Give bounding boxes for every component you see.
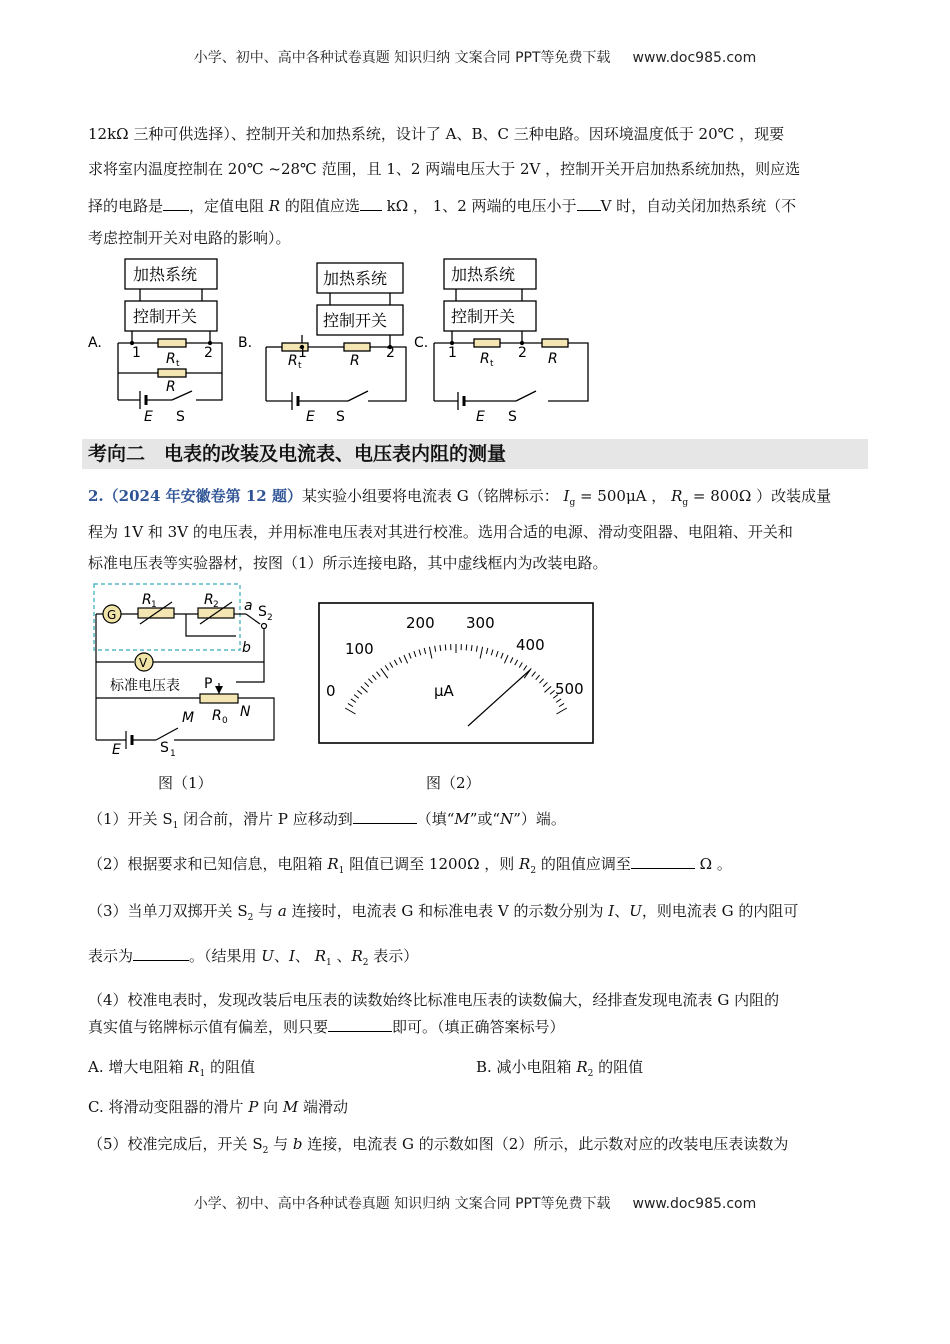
label-heating: 加热系统	[133, 265, 198, 284]
sub-question-3	[88, 901, 868, 928]
sub-question-1	[88, 809, 868, 836]
node-2: 2	[386, 345, 395, 361]
label-s: S	[508, 409, 517, 425]
option-c	[88, 1097, 868, 1117]
header-url[interactable]: www.doc985.com	[632, 50, 757, 66]
scale-tick	[466, 644, 467, 650]
text: ，则电流表 G 的内阻可	[641, 902, 799, 920]
label-b: b	[242, 640, 251, 656]
text: 连接时，电流表 G 和标准电表 V 的示数分别为	[286, 902, 609, 920]
text: 、	[273, 947, 289, 965]
figure-1-circuit	[86, 580, 286, 760]
label-rt-sub: t	[490, 359, 494, 369]
scale-tick	[445, 644, 446, 650]
var: U	[629, 902, 642, 920]
meter-frame	[319, 603, 593, 743]
var: N	[500, 810, 514, 828]
text: ”或“	[469, 810, 501, 828]
var: R	[314, 947, 326, 965]
text: 表示为	[88, 947, 134, 965]
symbol: S	[162, 810, 173, 828]
sub-question-2	[88, 854, 868, 881]
label-r: R	[350, 353, 360, 369]
label-e: E	[476, 409, 485, 425]
tick-label-200: 200	[406, 614, 435, 632]
label-e: E	[144, 409, 153, 425]
option-b	[476, 1057, 856, 1084]
subscript: 2	[587, 1069, 594, 1079]
label-s2: S	[258, 604, 267, 620]
figure-1-caption: 图（1）	[158, 774, 213, 792]
text: （3）当单刀双掷开关	[88, 902, 238, 920]
footer-text: 小学、初中、高中各种试卷真题 知识归纳 文案合同 PPT等免费下载	[193, 1196, 611, 1212]
q1-line1: 12kΩ 三种可供选择）、控制开关和加热系统，设计了 A、B、C 三种电路。因环境温度低于 20℃ ，现要	[88, 125, 785, 143]
q1-line4: 考虑控制开关对电路的影响）。	[88, 229, 291, 247]
tick-label-500: 500	[555, 680, 584, 698]
label-rt-sub: t	[298, 361, 302, 371]
label-s2-sub: 2	[267, 613, 273, 623]
subscript: 1	[172, 821, 179, 831]
var: R	[519, 855, 531, 873]
q2-var: I	[563, 487, 570, 505]
label-r: R	[166, 379, 176, 395]
var: R	[188, 1058, 200, 1076]
text: 、	[294, 947, 315, 965]
label-control: 控制开关	[133, 307, 198, 326]
var: b	[292, 1135, 303, 1153]
sub-question-3-cont	[88, 946, 868, 973]
option-b-label: B.	[238, 335, 253, 351]
var: a	[277, 902, 287, 920]
symbol: S	[237, 902, 248, 920]
q2-sub: g	[569, 498, 576, 508]
text: 阻值已调至 1200Ω ，则	[344, 855, 520, 873]
var: R	[351, 947, 363, 965]
var: I	[608, 902, 615, 920]
label-control: 控制开关	[451, 307, 516, 326]
meter-unit: μA	[434, 682, 454, 700]
label-s: S	[336, 409, 345, 425]
figure-2-caption: 图（2）	[426, 774, 481, 792]
text: 向	[258, 1098, 283, 1116]
var: M	[282, 1098, 299, 1116]
label-m: M	[182, 710, 195, 726]
text: 的阻值	[205, 1058, 255, 1076]
tick-label-300: 300	[466, 614, 495, 632]
node-1: 1	[132, 345, 141, 361]
text: Ω 。	[694, 855, 732, 873]
subscript: 2	[262, 1146, 269, 1156]
text: ”）端。	[513, 810, 566, 828]
option-c-label: C.	[414, 335, 429, 351]
q1-text: ，定值电阻	[189, 197, 269, 215]
label-r0: R	[212, 708, 222, 724]
text: 连接，电流表 G 的示数如图（2）所示，此示数对应的改装电压表读数为	[302, 1135, 789, 1153]
label-e: E	[306, 409, 315, 425]
text: 的阻值	[593, 1058, 644, 1076]
label-r: R	[548, 351, 558, 367]
circuit-options-figure	[80, 255, 620, 425]
q1-text: 择的电路是	[88, 197, 164, 215]
q1-line3	[88, 196, 868, 216]
tick-label-400: 400	[516, 636, 545, 654]
q1-text: 的阻值应选	[280, 197, 360, 215]
label-r0-sub: 0	[222, 716, 228, 726]
label-s1-sub: 1	[170, 749, 176, 759]
label-n: N	[240, 704, 251, 720]
tick-label-100: 100	[345, 640, 374, 658]
label-heating: 加热系统	[451, 265, 516, 284]
var: I	[288, 947, 295, 965]
label-rt: R	[166, 351, 176, 367]
text: （1）开关	[88, 810, 163, 828]
subscript: 2	[362, 958, 369, 968]
label-e: E	[112, 742, 121, 758]
figure-2-meter	[318, 602, 594, 744]
answer-blank[interactable]	[360, 196, 382, 211]
subscript: 1	[325, 958, 332, 968]
q1-text: V 时，自动关闭加热系统（不	[600, 197, 797, 215]
text: 的阻值应调至	[536, 855, 631, 873]
text: （2）根据要求和已知信息，电阻箱	[88, 855, 328, 873]
q2-text: 某实验小组要将电流表 G（铭牌标示：	[301, 487, 559, 505]
q2-text: = 500μA ，	[575, 487, 667, 505]
text: C. 将滑动变阻器的滑片	[88, 1098, 249, 1116]
label-r2-sub: 2	[213, 600, 219, 610]
text: 即可。（填正确答案标号）	[392, 1018, 565, 1036]
subscript: 1	[199, 1069, 206, 1079]
question-number: 2.（2024 年安徽卷第 12 题）	[88, 487, 302, 505]
label-rt: R	[480, 351, 490, 367]
label-standard-voltmeter: 标准电压表	[110, 678, 180, 694]
tick-label-0: 0	[326, 682, 336, 700]
text: 、	[331, 947, 352, 965]
text: 表示）	[368, 947, 419, 965]
answer-blank[interactable]	[328, 1017, 392, 1032]
q2-line3: 标准电压表等实验器材，按图（1）所示连接电路，其中虚线框内为改装电路。	[88, 554, 608, 572]
subscript: 2	[530, 866, 537, 876]
text: 与	[268, 1135, 293, 1153]
text: （填“	[416, 810, 455, 828]
option-a-label: A.	[88, 335, 102, 351]
q2-var: R	[671, 487, 683, 505]
q1-text: kΩ ， 1、2 两端的电压小于	[381, 197, 577, 215]
text: A. 增大电阻箱	[88, 1058, 189, 1076]
header-text: 小学、初中、高中各种试卷真题 知识归纳 文案合同 PPT等免费下载	[193, 50, 611, 66]
q2-line2: 程为 1V 和 3V 的电压表，并用标准电压表对其进行校准。选用合适的电源、滑动变阻器、电阻箱、开关和	[88, 523, 793, 541]
var: R	[327, 855, 339, 873]
label-r1: R	[142, 592, 152, 608]
answer-blank[interactable]	[577, 196, 601, 211]
text: 与	[253, 902, 278, 920]
q2-sub: g	[682, 498, 689, 508]
answer-blank[interactable]	[353, 809, 417, 824]
label-g: G	[107, 608, 117, 622]
node-1: 1	[298, 345, 307, 361]
label-p: P	[204, 676, 213, 692]
footer-url[interactable]: www.doc985.com	[632, 1196, 757, 1212]
var: U	[261, 947, 274, 965]
label-s: S	[176, 409, 185, 425]
text: 、	[614, 902, 630, 920]
q1-var: R	[268, 197, 281, 215]
label-r1-sub: 1	[151, 600, 157, 610]
label-heating: 加热系统	[323, 269, 388, 288]
text: （5）校准完成后，开关	[88, 1135, 253, 1153]
label-rt: R	[288, 353, 298, 369]
node-2: 2	[518, 345, 527, 361]
q1-line2: 求将室内温度控制在 20℃ ~28℃ 范围，且 1、2 两端电压大于 2V ，控制开关开启加热系统加热，则应选	[88, 160, 801, 178]
symbol: S	[252, 1135, 263, 1153]
sub-question-4: （4）校准电表时，发现改装后电压表的读数始终比标准电压表的读数偏大，经排查发现电流表 G 内阻的	[88, 991, 780, 1009]
section-heading: 考向二 电表的改装及电流表、电压表内阻的测量	[82, 439, 868, 469]
node-2: 2	[204, 345, 213, 361]
subscript: 2	[247, 913, 254, 923]
var: P	[248, 1098, 259, 1116]
label-a: a	[244, 598, 253, 614]
label-rt-sub: t	[176, 359, 180, 369]
text: 真实值与铭牌标示值有偏差，则只要	[88, 1018, 329, 1036]
label-r2: R	[204, 592, 214, 608]
r0-box	[200, 694, 238, 703]
text: B. 减小电阻箱	[476, 1058, 577, 1076]
label-control: 控制开关	[323, 311, 388, 330]
text: 端滑动	[298, 1098, 349, 1116]
answer-blank[interactable]	[133, 946, 189, 961]
text: 。（结果用	[189, 947, 262, 965]
label-v: V	[139, 656, 148, 670]
page-footer	[0, 1193, 950, 1213]
text: 闭合前，滑片 P 应移动到	[178, 810, 353, 828]
node-1: 1	[448, 345, 457, 361]
answer-blank[interactable]	[631, 854, 695, 869]
sub-question-5	[88, 1134, 868, 1161]
q2-line1	[88, 486, 868, 513]
label-s1: S	[160, 740, 169, 756]
sub-question-4-cont	[88, 1017, 868, 1037]
q2-text: = 800Ω ）改装成量	[688, 487, 832, 505]
var: R	[576, 1058, 588, 1076]
answer-blank[interactable]	[163, 196, 189, 211]
subscript: 1	[338, 866, 345, 876]
page-header	[0, 47, 950, 67]
var: M	[454, 810, 470, 828]
